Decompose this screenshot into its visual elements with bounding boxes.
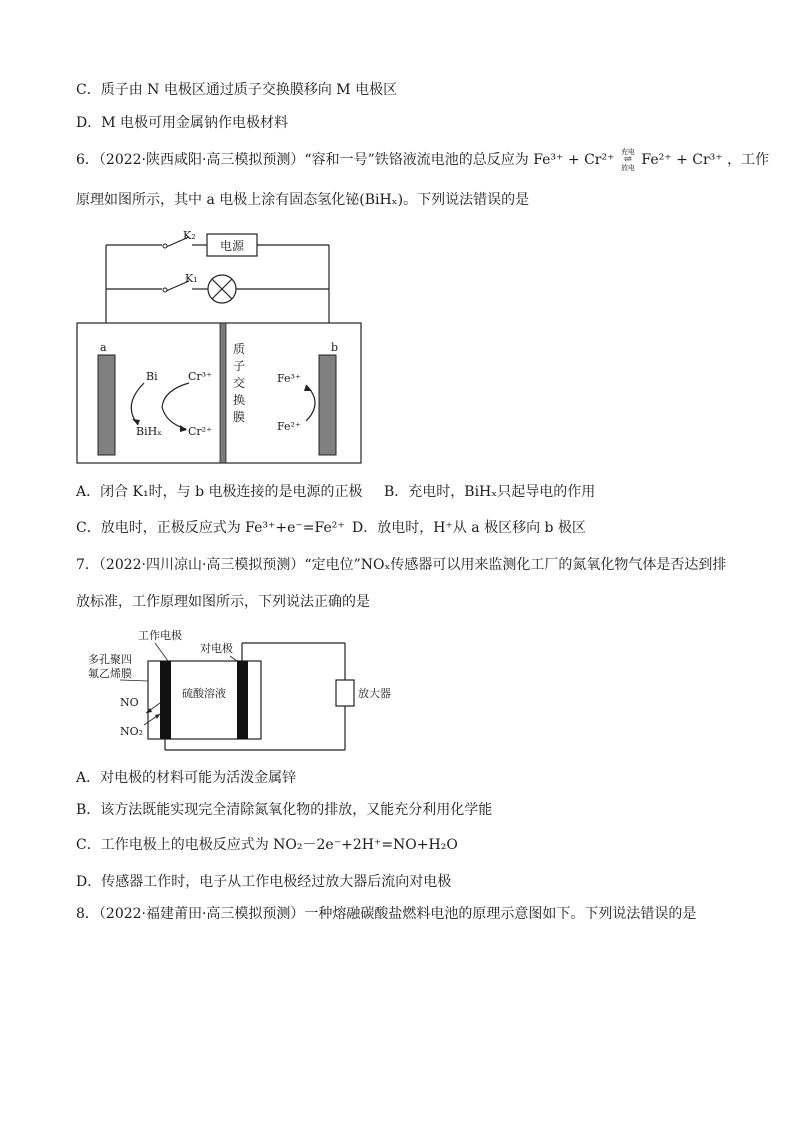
- q6-label-bi: Bi: [146, 370, 158, 383]
- q7-amplifier: [336, 680, 354, 706]
- q6-option-b: B．充电时，BiHₓ只起导电的作用: [384, 484, 596, 500]
- q6-membrane-char-2: 子: [232, 359, 246, 373]
- q7-label-solution: 硫酸溶液: [182, 687, 226, 700]
- q6-membrane-char-3: 交: [232, 376, 246, 390]
- q6-membrane-char-5: 膜: [232, 410, 246, 424]
- q8-stem-line1: 8．（2022·福建莆田·高三模拟预测）一种熔融碳酸盐燃料电池的原理示意图如下。下列说法错误的是: [76, 906, 697, 922]
- q6-membrane-char-1: 质: [232, 342, 246, 356]
- q6-electrode-b: [319, 355, 336, 455]
- q6-label-b: b: [331, 341, 339, 354]
- q7-work-electrode: [160, 661, 171, 739]
- q7-label-no2: NO₂: [120, 725, 144, 738]
- q7-label-counter-electrode: 对电极: [200, 642, 233, 655]
- q6-label-cr2: Cr²⁺: [188, 425, 212, 438]
- q6-equation-arrow: [621, 148, 635, 172]
- q6-label-cr3: Cr³⁺: [188, 370, 212, 383]
- q6-label-bihx: BiHₓ: [136, 425, 162, 438]
- q6-option-a: A．闭合 K₁时，与 b 电极连接的是电源的正极: [76, 484, 363, 500]
- q6-label-k2: K₂: [183, 229, 196, 242]
- q7-label-amplifier: 放大器: [358, 687, 391, 700]
- q7-label-work-electrode: 工作电极: [138, 629, 182, 642]
- q6-label-fe3: Fe³⁺: [277, 372, 301, 385]
- q6-cell-container: [77, 323, 361, 463]
- q7-counter-electrode: [237, 661, 248, 739]
- q6-option-c: C．放电时，正极反应式为 Fe³⁺+e⁻=Fe²⁺: [76, 520, 345, 536]
- q6-label-power: 电源: [219, 239, 245, 253]
- q7-label-no: NO: [120, 696, 139, 709]
- q5-option-d: D．M 电极可用金属钠作电极材料: [76, 115, 289, 131]
- q7-stem-line1: 7．（2022·四川凉山·高三模拟预测）“定电位”NOₓ传感器可以用来监测化工厂的氮氧化物气体是否达到排: [76, 557, 727, 573]
- q6-equation-left: Fe³⁺ + Cr²⁺: [533, 152, 615, 168]
- q6-stem-prefix: 6．（2022·陕西咸阳·高三模拟预测）“容和一号”铁铬液流电池的总反应为: [76, 152, 529, 168]
- q6-label-a: a: [100, 341, 107, 354]
- q7-sensor-figure: [80, 625, 391, 755]
- q7-label-ptfe-2: 氟乙烯膜: [88, 667, 132, 680]
- q6-label-fe2: Fe²⁺: [277, 420, 301, 433]
- q7-option-d: D．传感器工作时，电子从工作电极经过放大器后流向对电极: [76, 874, 452, 890]
- q6-stem-line1: [76, 148, 769, 172]
- q7-label-ptfe-1: 多孔聚四: [88, 653, 132, 666]
- q5-option-c: C．质子由 N 电极区通过质子交换膜移向 M 电极区: [76, 82, 398, 98]
- q6-electrode-a: [98, 355, 115, 455]
- q6-membrane-char-4: 换: [232, 393, 246, 407]
- q7-option-b: B．该方法既能实现完全清除氮氧化物的排放，又能充分利用化学能: [76, 802, 493, 818]
- q6-switch-k1-pivot: [163, 288, 167, 292]
- q6-option-d: D．放电时，H⁺从 a 极区移向 b 极区: [352, 520, 586, 536]
- q7-option-c: C．工作电极上的电极反应式为 NO₂－2e⁻+2H⁺=NO+H₂O: [76, 837, 458, 853]
- double-arrow-icon: ⇌: [623, 154, 633, 165]
- q6-stem-line2: 原理如图所示，其中 a 电极上涂有固态氢化铋(BiHₓ)。下列说法错误的是: [76, 192, 530, 208]
- q7-option-a: A．对电极的材料可能为活泼金属锌: [76, 770, 297, 786]
- q6-battery-figure: [74, 225, 394, 465]
- q6-stem-suffix: ，工作: [727, 152, 770, 168]
- q6-proton-membrane: [220, 323, 226, 463]
- q7-stem-line2: 放标准，工作原理如图所示，下列说法正确的是: [76, 594, 370, 610]
- q6-equation-right: Fe²⁺ + Cr³⁺: [641, 152, 723, 168]
- q6-arrow-bottom-label: 放电: [620, 164, 635, 172]
- q6-switch-k2-pivot: [163, 244, 167, 248]
- q6-arrow-top-label: 充电: [620, 148, 635, 156]
- q6-label-k1: K₁: [185, 272, 198, 285]
